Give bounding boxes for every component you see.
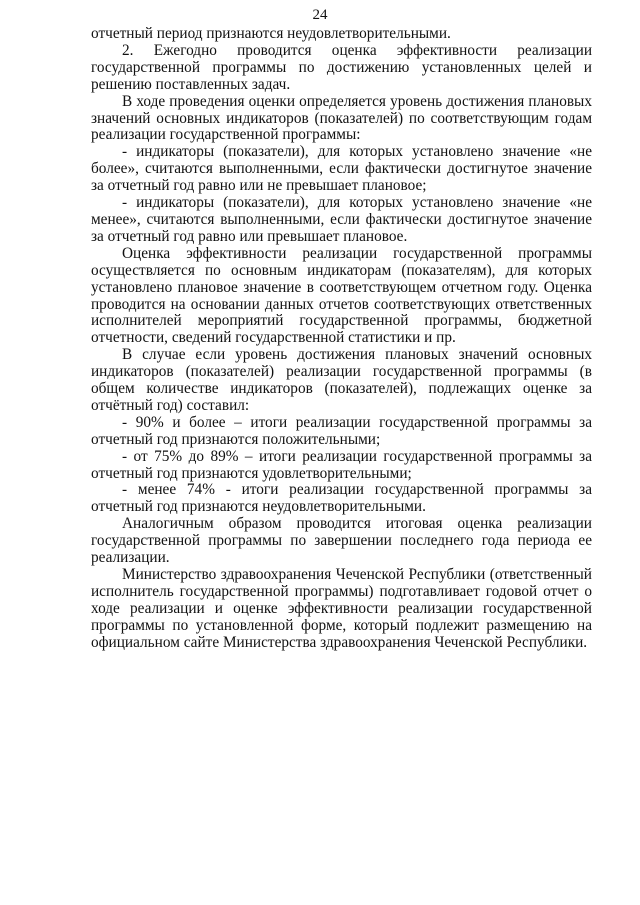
paragraph-assessment-procedure: В ходе проведения оценки определяется уровень достижения плановых значений основных индикаторов (показателей) по соответствующим годам реализации государственной программы: (91, 92, 592, 144)
list-item-not-less: - индикаторы (показатели), для которых установлено значение «не менее», считаются выполненными, если фактически достигнутое значение за отчетный год равно или превышает плановое. (91, 194, 592, 245)
list-item-positive: - 90% и более – итоги реализации государственной программы за отчетный год признаются положительными; (91, 413, 592, 448)
list-item-satisfactory: - от 75% до 89% – итоги реализации государственной программы за отчетный год признаются удовлетворительными; (91, 447, 592, 482)
document-body (91, 26, 592, 652)
paragraph-annual-assessment: 2. Ежегодно проводится оценка эффективности реализации государственной программы по достижению установленных целей и решению поставленных задач. (91, 41, 592, 93)
paragraph-annual-report: Министерство здравоохранения Чеченской Республики (ответственный исполнитель государственной программы) подготавливает годовой отчет о ходе реализации и оценке эффективности реализации государственной программы по установленной форме, который подлежит размещению на официальном сайте Министерства здравоохранения Чеченской Республики. (91, 566, 592, 651)
paragraph-continuation: отчетный период признаются неудовлетворительными. (91, 25, 451, 42)
paragraph-final-assessment: Аналогичным образом проводится итоговая оценка реализации государственной программы по завершении последнего года периода ее реализации. (91, 515, 592, 567)
paragraph-efficiency-evaluation: Оценка эффективности реализации государственной программы осуществляется по основным индикаторам (показателям), для которых установлено плановое значение в соответствующем отчетном году. Оценка проводится на основании данных отчетов соответствующих ответственных исполнителей мероприятий государственной программы, бюджетной отчетности, сведений государственной статистики и пр. (91, 244, 592, 347)
list-item-unsatisfactory: - менее 74% - итоги реализации государственной программы за отчетный год признаются неудовлетворительными. (91, 481, 592, 516)
page-number: 24 (312, 7, 328, 23)
paragraph-achievement-level: В случае если уровень достижения плановых значений основных индикаторов (показателей) реализации государственной программы (в общем количестве индикаторов (показателей), подлежащих оценке за отчётный год) составил: (91, 346, 592, 414)
list-item-not-more: - индикаторы (показатели), для которых установлено значение «не более», считаются выполненными, если фактически достигнутое значение за отчетный год равно или не превышает плановое; (91, 143, 592, 195)
